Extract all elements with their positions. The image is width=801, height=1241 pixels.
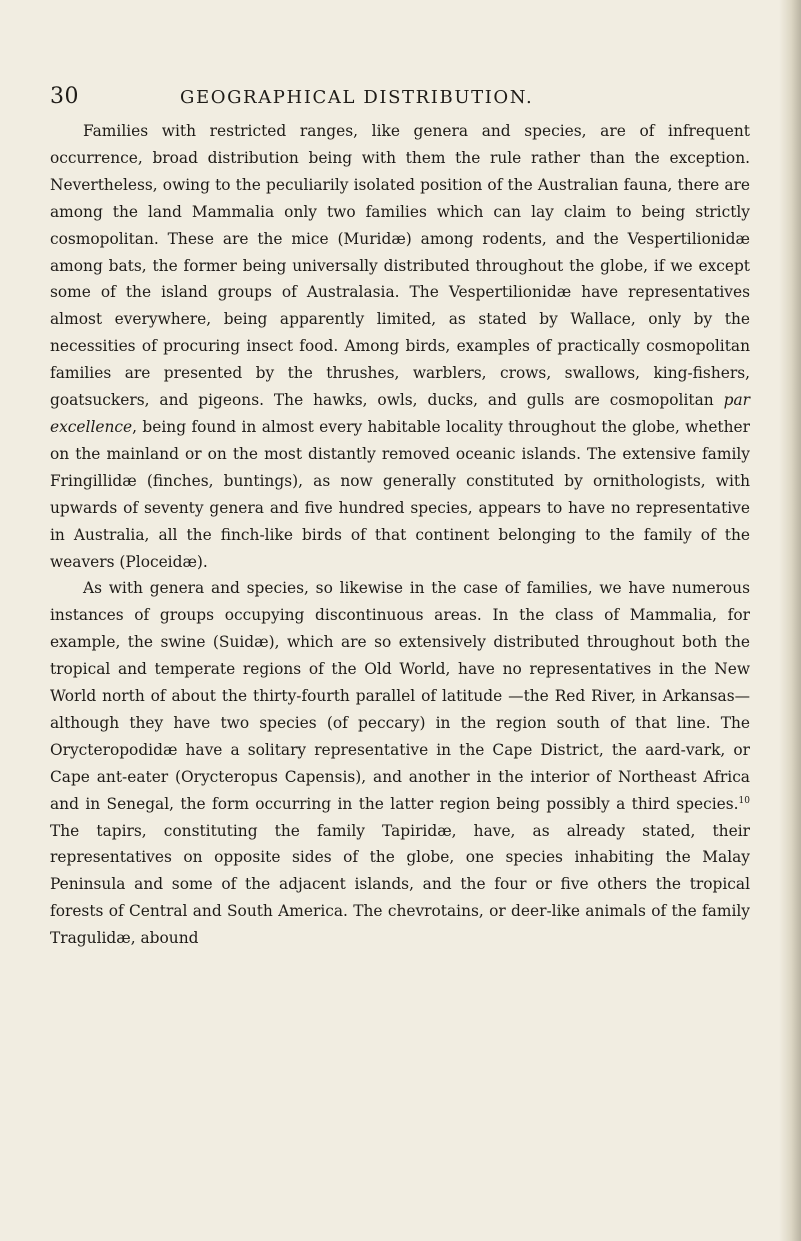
page-edge-shadow <box>779 0 801 1241</box>
paragraph-discontinuous-areas <box>50 575 750 952</box>
body-text <box>50 118 750 952</box>
italic-phrase: par excellence <box>50 391 750 436</box>
page-number: 30 <box>50 84 79 109</box>
paragraph-families <box>50 118 750 575</box>
paragraph-text: Families with restricted ranges, like genera and species, are of infrequent occurrence, broad distribution being with them the rule rather than the exception. Nevertheless, owing to the peculiarily isolated position of the Australian fauna, there are among the land Mammalia only two families which can lay claim to being strictly cosmopolitan. These are the mice (Muridæ) among rodents, and the Vespertilionidæ among bats, the former being universally distributed throughout the globe, if we except some of the island groups of Australasia. The Vespertilionidæ have representatives almost everywhere, being apparently limited, as stated by Wallace, only by the necessities of procuring insect food. Among birds, examples of practically cosmopolitan families are presented by the thrushes, warblers, crows, swallows, king-fishers, goatsuckers, and pigeons. The hawks, owls, ducks, and gulls are cosmopolitan <box>50 122 750 410</box>
paragraph-text: The tapirs, constituting the family Tapiridæ, have, as already stated, their representatives on opposite sides of the globe, one species inhabiting the Malay Peninsula and some of the adjacent islands, and the four or five others the tropical forests of Central and South America. The chevrotains, or deer-like animals of the family Tragulidæ, abound <box>50 821 750 948</box>
paragraph-text: As with genera and species, so likewise in the case of families, we have numerous instances of groups occupying discontinuous areas. In the class of Mammalia, for example, the swine (Suidæ), which are so extensively distributed throughout both the tropical and temperate regions of the Old World, have no representatives in the New World north of about the thirty-fourth parallel of latitude —the Red River, in Arkansas—although they have two species (of peccary) in the region south of that line. The Orycteropodidæ have a solitary representative in the Cape District, the aard-vark, or Cape ant-eater (Orycteropus Capensis), and another in the interior of Northeast Africa and in Senegal, the form occurring in the latter region being possibly a third species. <box>50 579 750 813</box>
running-title: GEOGRAPHICAL DISTRIBUTION. <box>180 87 534 108</box>
paragraph-text: , being found in almost every habitable locality throughout the globe, whether on the mainland or on the most distantly removed oceanic islands. The extensive family Fringillidæ (finches, buntings), as now generally constituted by ornithologists, with upwards of seventy genera and five hundred species, appears to have no representative in Australia, all the finch-like birds of that continent belonging to the family of the weavers (Ploceidæ). <box>50 417 750 571</box>
footnote-reference: 10 <box>738 795 750 806</box>
page-header <box>50 84 750 114</box>
